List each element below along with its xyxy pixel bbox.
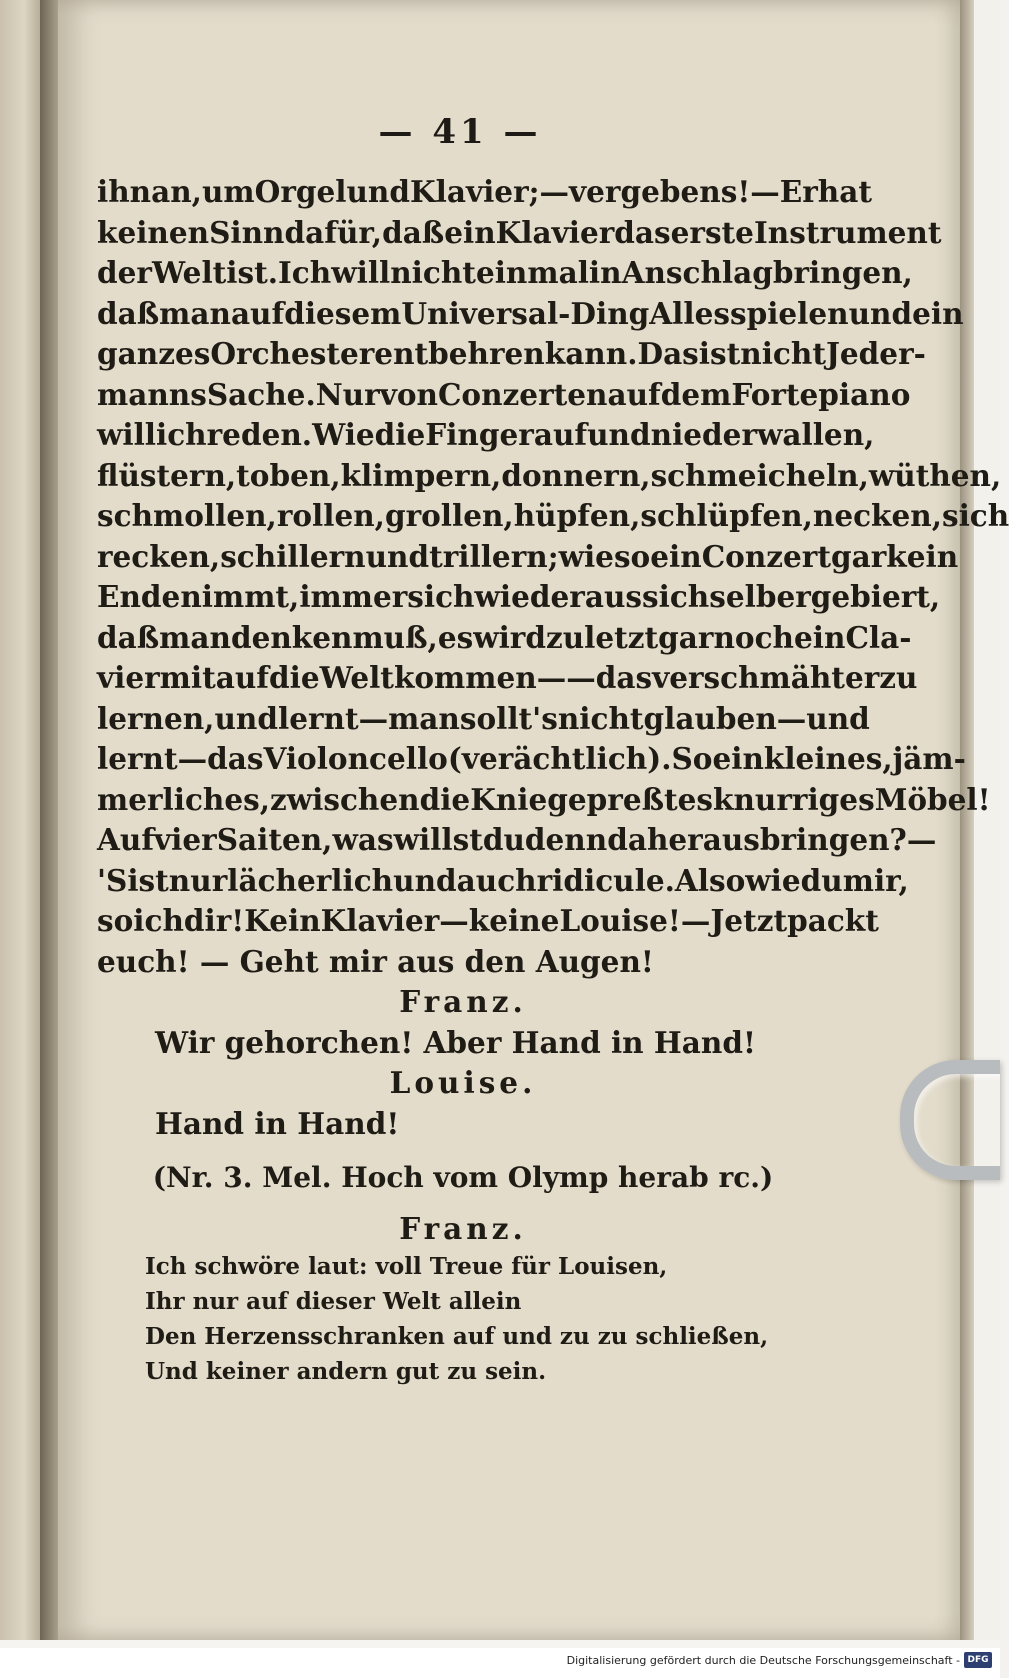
word: diesem bbox=[284, 295, 402, 331]
word: Conzert bbox=[701, 538, 831, 574]
word: es bbox=[437, 619, 474, 655]
word: vier bbox=[97, 660, 160, 695]
word: merliches, bbox=[97, 781, 270, 817]
word: aus bbox=[584, 579, 642, 614]
word: Anschlag bbox=[621, 255, 773, 290]
word: was bbox=[332, 822, 394, 857]
word: sich bbox=[407, 579, 475, 614]
word: nur bbox=[168, 862, 228, 898]
word: klimpern, bbox=[340, 457, 502, 493]
word: das bbox=[614, 214, 671, 250]
word: auch bbox=[456, 862, 537, 898]
word: lernt bbox=[277, 700, 359, 736]
word: und bbox=[393, 862, 457, 898]
word: Möbel! bbox=[874, 781, 991, 817]
word: ridicule. bbox=[536, 862, 675, 898]
word: — bbox=[539, 174, 570, 209]
speech-line: Hand in Hand! bbox=[155, 1105, 400, 1141]
book-gutter bbox=[40, 0, 58, 1640]
word: 'S bbox=[97, 862, 128, 898]
word: ein bbox=[444, 214, 496, 250]
word: lernt bbox=[97, 741, 178, 776]
word: der bbox=[97, 255, 152, 290]
word: kleines, bbox=[763, 741, 893, 776]
word: du bbox=[800, 862, 843, 898]
word: das bbox=[595, 660, 653, 695]
word: packt bbox=[787, 903, 879, 938]
word: knurriges bbox=[713, 781, 875, 817]
word: man bbox=[159, 295, 231, 331]
word: lernen, bbox=[97, 700, 215, 736]
word: wallen, bbox=[757, 417, 875, 452]
word: grollen, bbox=[384, 498, 514, 533]
word: keinen bbox=[97, 214, 210, 250]
word: schlüpfen, bbox=[640, 498, 813, 533]
word: kommen bbox=[393, 660, 537, 695]
word: necken, bbox=[812, 498, 942, 533]
word: und bbox=[214, 700, 278, 736]
word: Instrument bbox=[753, 214, 942, 250]
word: zwischen bbox=[270, 781, 420, 817]
word: Knie bbox=[470, 781, 548, 817]
word: ihn bbox=[97, 174, 152, 209]
word: erste bbox=[670, 214, 754, 250]
word: sich bbox=[642, 579, 710, 614]
word: denn bbox=[524, 822, 608, 857]
word: spielen bbox=[729, 295, 849, 331]
word: daß bbox=[97, 295, 160, 331]
word: hat bbox=[817, 174, 872, 209]
word: mir, bbox=[842, 862, 909, 898]
word: Orchester bbox=[210, 336, 375, 371]
word: trillern; bbox=[429, 538, 559, 574]
word: Klavier; bbox=[410, 174, 540, 209]
word: ganzes bbox=[97, 336, 211, 371]
word: gebiert, bbox=[810, 579, 941, 614]
word: Welt bbox=[319, 660, 394, 695]
scan-margin bbox=[974, 0, 1000, 1640]
word: (verächtlich). bbox=[447, 741, 672, 776]
word: von bbox=[379, 376, 438, 412]
word: man bbox=[388, 700, 460, 736]
text-line bbox=[97, 658, 918, 699]
word: vier bbox=[154, 822, 217, 857]
word: die bbox=[374, 417, 426, 452]
word: lächerlich bbox=[227, 862, 394, 898]
word: ein bbox=[712, 741, 764, 776]
word: noch bbox=[713, 619, 795, 655]
word: rollen, bbox=[276, 498, 385, 533]
word: daß bbox=[382, 214, 445, 250]
word: Alles bbox=[649, 295, 730, 331]
word: Klavier bbox=[495, 214, 615, 250]
word: gar bbox=[658, 619, 714, 655]
word: Er bbox=[779, 174, 818, 209]
word: nicht bbox=[557, 700, 644, 736]
word: manns bbox=[97, 376, 207, 412]
word: nimmt, bbox=[180, 579, 300, 614]
text-line bbox=[97, 739, 966, 780]
word: Kein bbox=[244, 903, 321, 938]
word: Finger bbox=[425, 417, 534, 452]
word: toben, bbox=[236, 457, 341, 493]
verse-line: Ihr nur auf dieser Welt allein bbox=[145, 1288, 522, 1315]
word: — bbox=[680, 903, 711, 938]
text-line bbox=[97, 456, 1002, 497]
word: ist bbox=[127, 862, 169, 898]
word: ist. bbox=[226, 255, 278, 290]
text-line bbox=[97, 253, 913, 294]
word: die bbox=[269, 660, 320, 695]
word: So bbox=[671, 741, 713, 776]
word: bringen, bbox=[772, 255, 913, 290]
word: recken, bbox=[97, 538, 221, 574]
word: wüthen, bbox=[868, 457, 1002, 493]
word: Louise! bbox=[559, 903, 681, 938]
word: immer bbox=[299, 579, 408, 614]
word: nieder bbox=[650, 417, 757, 452]
word: auf bbox=[533, 417, 588, 452]
word: flüstern, bbox=[97, 457, 237, 493]
text-line bbox=[97, 537, 959, 578]
word: Jeder- bbox=[825, 336, 926, 371]
word: wie bbox=[558, 538, 614, 574]
word: Saiten, bbox=[216, 822, 333, 857]
word: Orgel bbox=[254, 174, 347, 209]
word: Fortepiano bbox=[731, 376, 911, 412]
word: schillern bbox=[220, 538, 366, 574]
word: wieder bbox=[474, 579, 585, 614]
text-line bbox=[97, 861, 909, 902]
word: — bbox=[906, 822, 937, 857]
speaker-name: Franz. bbox=[399, 1210, 527, 1246]
word: will bbox=[331, 255, 391, 290]
text-line bbox=[97, 577, 941, 618]
word: Universal-Ding bbox=[401, 295, 650, 331]
word: ein bbox=[794, 619, 846, 655]
text-line bbox=[97, 820, 937, 861]
word: Welt bbox=[151, 255, 227, 290]
word: Das bbox=[637, 336, 699, 371]
word: jäm- bbox=[892, 741, 966, 776]
word: Ich bbox=[278, 255, 332, 290]
word: auf bbox=[607, 376, 661, 412]
word: ein bbox=[912, 295, 964, 331]
word: und bbox=[848, 295, 913, 331]
word: — bbox=[177, 741, 208, 776]
word: zu bbox=[879, 660, 918, 695]
word: — bbox=[439, 903, 469, 938]
word: Sinn bbox=[209, 214, 285, 250]
word: einmal bbox=[475, 255, 589, 290]
word: vergebens! bbox=[569, 174, 751, 209]
word: ich bbox=[133, 903, 184, 938]
word: man bbox=[159, 619, 231, 655]
word: Sache. bbox=[206, 376, 316, 412]
word: keine bbox=[468, 903, 560, 938]
word: willst bbox=[393, 822, 483, 857]
melody-note: (Nr. 3. Mel. Hoch vom Olymp herab rc.) bbox=[152, 1161, 774, 1194]
text-line bbox=[97, 294, 964, 335]
word: ich bbox=[156, 417, 207, 452]
word: das bbox=[207, 741, 264, 776]
word: kein bbox=[886, 538, 959, 574]
text-line bbox=[97, 699, 870, 740]
page-number: — 41 — bbox=[378, 112, 542, 152]
word: reden. bbox=[206, 417, 313, 452]
word: nicht bbox=[390, 255, 476, 290]
word: verschmäht bbox=[652, 660, 845, 695]
speaker-name: Franz. bbox=[399, 984, 527, 1019]
word: zuletzt bbox=[545, 619, 659, 655]
word: sich bbox=[941, 498, 1009, 533]
word: Conzerten bbox=[437, 376, 608, 412]
text-line: euch! — Geht mir aus den Augen! bbox=[97, 943, 654, 979]
word: wie bbox=[745, 862, 801, 898]
word: dem bbox=[660, 376, 732, 412]
word: donnern, bbox=[501, 457, 651, 493]
word: du bbox=[482, 822, 525, 857]
word: kann. bbox=[544, 336, 638, 371]
word: und bbox=[587, 417, 651, 452]
text-line bbox=[97, 901, 879, 942]
speech-line: Wir gehorchen! Aber Hand in Hand! bbox=[155, 1024, 756, 1060]
word: Also bbox=[674, 862, 746, 898]
word: nicht bbox=[740, 336, 826, 371]
word: daß bbox=[97, 619, 160, 655]
word: um bbox=[201, 174, 255, 209]
word: auf bbox=[215, 660, 269, 695]
text-line bbox=[97, 780, 991, 821]
word: glauben bbox=[643, 700, 777, 736]
text-line bbox=[97, 375, 911, 416]
word: ist bbox=[698, 336, 741, 371]
word: in bbox=[588, 255, 622, 290]
word: Nur bbox=[315, 376, 380, 412]
text-line bbox=[97, 172, 872, 213]
word: selber bbox=[709, 579, 811, 614]
word: Cla- bbox=[845, 619, 912, 655]
word: an, bbox=[151, 174, 202, 209]
word: so bbox=[613, 538, 651, 574]
right-page-edge bbox=[960, 0, 974, 1640]
footer-credit: Digitalisierung gefördert durch die Deutsche Forschungsgemeinschaft - bbox=[566, 1654, 960, 1667]
word: Klavier bbox=[320, 903, 440, 938]
word: Jetzt bbox=[710, 903, 788, 938]
word: entbehren bbox=[374, 336, 545, 371]
word: — bbox=[358, 700, 389, 736]
text-line bbox=[97, 618, 912, 659]
word: die bbox=[419, 781, 471, 817]
word: er bbox=[844, 660, 880, 695]
word: und bbox=[365, 538, 430, 574]
word: und bbox=[346, 174, 410, 209]
word: — bbox=[776, 700, 807, 736]
word: sollt's bbox=[459, 700, 558, 736]
word: mit bbox=[159, 660, 216, 695]
verse-line: Ich schwöre laut: voll Treue für Louisen, bbox=[145, 1253, 668, 1280]
word: muß, bbox=[352, 619, 438, 655]
word: — bbox=[566, 660, 596, 695]
word: wird bbox=[473, 619, 546, 655]
text-line bbox=[97, 334, 926, 375]
word: Wie bbox=[312, 417, 375, 452]
word: Auf bbox=[97, 822, 155, 857]
word: Violoncello bbox=[263, 741, 448, 776]
word: dafür, bbox=[284, 214, 383, 250]
word: schmeicheln, bbox=[650, 457, 869, 493]
left-page-edge bbox=[0, 0, 40, 1640]
page-body bbox=[97, 172, 1009, 1389]
verse-line: Und keiner andern gut zu sein. bbox=[145, 1358, 547, 1385]
word: denken bbox=[230, 619, 353, 655]
paper-clip bbox=[900, 1060, 1000, 1180]
word: Ende bbox=[97, 579, 181, 614]
word: auf bbox=[230, 295, 285, 331]
word: dir! bbox=[183, 903, 245, 938]
text-line bbox=[97, 415, 875, 456]
word: gepreßtes bbox=[547, 781, 714, 817]
word: will bbox=[97, 417, 157, 452]
word: so bbox=[97, 903, 134, 938]
speaker-name: Louise. bbox=[389, 1065, 537, 1100]
word: schmollen, bbox=[97, 498, 277, 533]
word: hüpfen, bbox=[513, 498, 641, 533]
word: da bbox=[607, 822, 647, 857]
text-line bbox=[97, 496, 1009, 537]
word: ein bbox=[650, 538, 702, 574]
word: — bbox=[536, 660, 567, 695]
word: und bbox=[806, 700, 870, 736]
word: — bbox=[750, 174, 780, 209]
word: herausbringen? bbox=[646, 822, 907, 857]
word: gar bbox=[830, 538, 887, 574]
dfg-logo: DFG bbox=[964, 1652, 992, 1668]
text-line bbox=[97, 213, 942, 254]
verse-line: Den Herzensschranken auf und zu zu schließen, bbox=[145, 1323, 769, 1350]
